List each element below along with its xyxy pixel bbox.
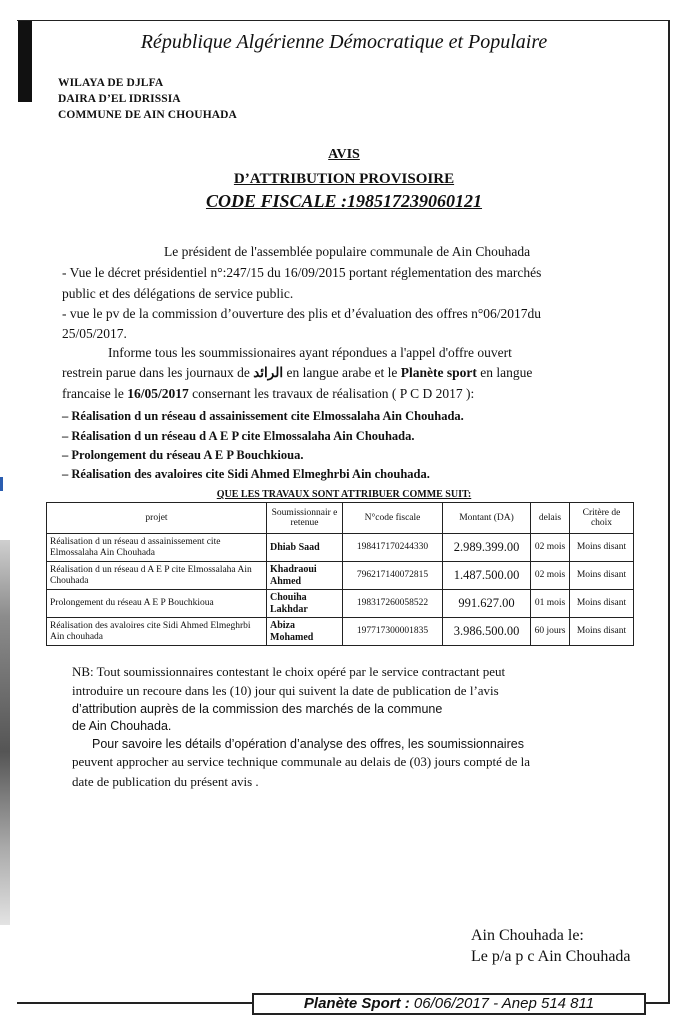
informe-line2 [62, 365, 532, 381]
publication-footer [252, 993, 646, 1015]
informe-line2-text-b: en langue arabe et le [283, 365, 401, 380]
cell-montant: 1.487.500.00 [443, 562, 531, 590]
header-critere: Critère de choix [570, 503, 634, 534]
daira-line: DAIRA D’EL IDRISSIA [58, 93, 181, 105]
project-item: – Prolongement du réseau A E P Bouchkioua. [62, 448, 304, 462]
place-date: Ain Chouhada le: [471, 927, 584, 944]
table-row [47, 590, 634, 618]
cell-critere: Moins disant [570, 562, 634, 590]
header-code-fiscale: N°code fiscale [343, 503, 443, 534]
nb-line4: de Ain Chouhada. [72, 719, 172, 733]
cell-projet: Réalisation des avaloires cite Sidi Ahmed Elmeghrbi Ain chouhada [47, 618, 267, 646]
vue-decree-line2: public et des délégations de service public. [62, 286, 294, 301]
arabic-newspaper-name: الرائد [253, 365, 284, 380]
table-row [47, 562, 634, 590]
cell-code-fiscale: 198417170244330 [343, 534, 443, 562]
table-row [47, 618, 634, 646]
details-line1: Pour savoire les détails d’opération d’analyse des offres, les soumissionnaires [92, 737, 524, 751]
nb-line3: d’attribution auprès de la commission des marchés de la commune [72, 702, 443, 716]
signatory: Le p/a p c Ain Chouhada [471, 948, 631, 965]
avis-title: AVIS [328, 147, 360, 162]
cell-projet: Réalisation d un réseau d assainissement cite Elmossalaha Ain Chouhada [47, 534, 267, 562]
details-line3: date de publication du présent avis . [72, 774, 259, 789]
project-item: – Réalisation d un réseau d A E P cite Elmossalaha Ain Chouhada. [62, 429, 415, 443]
informe-line2-text-c: en langue [476, 365, 533, 380]
header-delais: delais [531, 503, 570, 534]
nb-line1: NB: Tout soumissionnaires contestant le choix opéré par le service contractant peut [72, 664, 506, 679]
informe-line3 [62, 386, 474, 402]
header-projet: projet [47, 503, 267, 534]
cell-soumissionnaire: Khadraoui Ahmed [267, 562, 343, 590]
cell-montant: 2.989.399.00 [443, 534, 531, 562]
code-fiscale-title: CODE FISCALE :198517239060121 [205, 191, 483, 211]
cell-critere: Moins disant [570, 590, 634, 618]
vue-pv-line2: 25/05/2017. [62, 326, 127, 341]
cell-code-fiscale: 197717300001835 [343, 618, 443, 646]
cell-delais: 02 mois [531, 562, 570, 590]
informe-line3-text-a: francaise le [62, 386, 128, 401]
nb-line2: introduire un recoure dans les (10) jour qui suivent la date de publication de l’avis [72, 683, 499, 698]
vue-pv-line1: - vue le pv de la commission d’ouverture des plis et d’évaluation des offres n°06/2017du [62, 306, 542, 321]
vue-decree-line1: - Vue le décret présidentiel n°:247/15 du 16/09/2015 portant réglementation des marchés [62, 265, 542, 280]
cell-soumissionnaire: Abiza Mohamed [267, 618, 343, 646]
cell-montant: 3.986.500.00 [443, 618, 531, 646]
cell-delais: 01 mois [531, 590, 570, 618]
cell-critere: Moins disant [570, 618, 634, 646]
table-caption: QUE LES TRAVAUX SONT ATTRIBUER COMME SUIT: [216, 489, 472, 500]
footer-info: 06/06/2017 - Anep 514 811 [409, 995, 595, 1012]
details-line2: peuvent approcher au service technique communale au delais de (03) jours compté de la [72, 754, 531, 769]
attribution-title: D’ATTRIBUTION PROVISOIRE [233, 171, 455, 187]
left-photo-strip [0, 540, 10, 925]
cell-soumissionnaire: Chouiha Lakhdar [267, 590, 343, 618]
footer-newspaper: Planète Sport : [303, 995, 410, 1012]
cell-projet: Prolongement du réseau A E P Bouchkioua [47, 590, 267, 618]
republic-heading: République Algérienne Démocratique et Populaire [140, 31, 548, 53]
publication-date: 16/05/2017 [127, 386, 189, 401]
cell-montant: 991.627.00 [443, 590, 531, 618]
informe-line3-text-b: consernant les travaux de réalisation ( P C D 2017 ): [188, 386, 475, 401]
cell-code-fiscale: 198317260058522 [343, 590, 443, 618]
wilaya-line: WILAYA DE DJLFA [58, 77, 164, 89]
cell-projet: Réalisation d un réseau d A E P cite Elmossalaha Ain Chouhada [47, 562, 267, 590]
planete-sport-name: Planète sport [400, 365, 477, 380]
president-line: Le président de l'assemblée populaire communale de Ain Chouhada [164, 244, 531, 259]
attribution-table [46, 502, 634, 646]
table-row [47, 534, 634, 562]
header-montant: Montant (DA) [443, 503, 531, 534]
commune-line: COMMUNE DE AIN CHOUHADA [58, 109, 237, 121]
project-item: – Réalisation des avaloires cite Sidi Ahmed Elmeghrbi Ain chouhada. [62, 467, 430, 481]
project-item: – Réalisation d un réseau d assainissement cite Elmossalaha Ain Chouhada. [62, 409, 464, 423]
cell-critere: Moins disant [570, 534, 634, 562]
table-header-row [47, 503, 634, 534]
cell-delais: 60 jours [531, 618, 570, 646]
cell-code-fiscale: 796217140072815 [343, 562, 443, 590]
header-soumissionnaire: Soumissionnair e retenue [267, 503, 343, 534]
informe-line2-text-a: restrein parue dans les journaux de [62, 365, 254, 380]
cell-soumissionnaire: Dhiab Saad [267, 534, 343, 562]
informe-line1: Informe tous les soummissionaires ayant répondues a l'appel d'offre ouvert [108, 345, 512, 360]
left-edge-mark [0, 477, 3, 491]
cell-delais: 02 mois [531, 534, 570, 562]
